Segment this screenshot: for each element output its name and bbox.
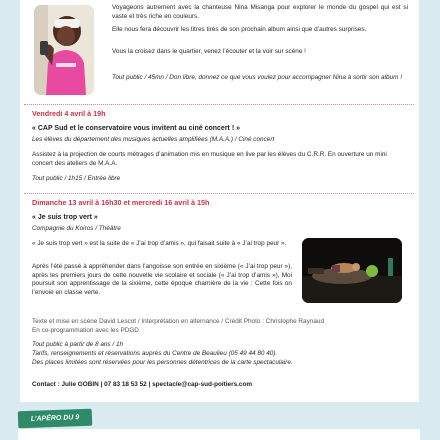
event1-date: Vendredi 4 avril à 19h (32, 109, 106, 118)
event1-info: Tout public / 1h15 / Entrée libre (32, 175, 121, 182)
intro-paragraph-1: Voyageons autrement avec la chanteuse Nina Misanga pour explorer le monde du gospel qui est si vaste et très riche en couleurs. (112, 4, 408, 20)
contact-line: Contact : Julie GOBIN | 07 83 18 53 52 | spectacle@cap-sud-poitiers.com (32, 381, 253, 388)
apero-badge: L’APÉRO DU 9 (18, 409, 93, 429)
event2-credits: Texte et mise en scène David Lescot / Interprétation en alternance / Crédit Photo : Christophe Raynaud (32, 318, 325, 325)
event2-paragraph-1: « Je suis trop vert » est la suite de « J’ai trop d’amis », qui faisait suite à « J’ai trop peur ». (32, 240, 287, 247)
program-card (20, 0, 419, 402)
event2-info-tickets: Tarifs, renseignements et réservations auprès du Centre de Beaulieu (05 49 44 80 40). (32, 350, 278, 357)
event2-info-places: Des places limitées sont réservées pour les personnes détentrices de la carte spectaculaire. (32, 359, 293, 366)
divider (24, 193, 414, 194)
event2-date: Dimanche 13 avril à 16h30 et mercredi 16 avril à 15h (32, 198, 210, 207)
event2-paragraph-2: Après l’été passé à appréhender dans l’angoisse son entrée en sixième (« J’ai trop peur »), après les premiers jours de cette nouvelle vie scolaire et sociale (« J’ai trop d’amis »), Moi poursuit son apprentissage de la sixième, cette époque charnière de la vie : Cette fois on l’envoie en classe verte. (32, 263, 292, 296)
next-section-panel (18, 429, 420, 440)
event1-title: « CAP Sud et le conservatoire vous invitent au ciné concert ! » (32, 125, 240, 132)
intro-paragraph-3: Vous la croisez dans le quartier, venez l’écouter et la voir sur scène ! (112, 48, 306, 55)
event1-subtitle: Les élèves du département des musiques actuelles amplifiées (M.A.A.) / Ciné concert (32, 136, 275, 143)
event2-company: Compagnie du Koiros / Théâtre (32, 225, 121, 232)
divider (24, 104, 414, 105)
intro-paragraph-2: Elle nous fera découvrir les titres tirés de son prochain album ainsi que d’autres surprises. (112, 26, 367, 33)
event2-info-audience: Tout public à partir de 8 ans / 1h (32, 341, 124, 348)
event2-title: « Je suis trop vert » (32, 214, 98, 221)
theatre-photo (302, 238, 402, 303)
intro-info: Tout public / 45mn / Don libre, donnez ce que vous voulez pour accompagner Nina à sortir son album ! (112, 74, 402, 81)
event2-coprogramming: En co-programmation avec les PDGD (32, 327, 139, 334)
singer-photo (34, 5, 94, 95)
event1-description: Assistez à la projection de courts métrages d’animation mis en musique en live par les élèves du C.R.R. En ouverture un mini concert des ateliers de M.A.A. (32, 151, 387, 167)
